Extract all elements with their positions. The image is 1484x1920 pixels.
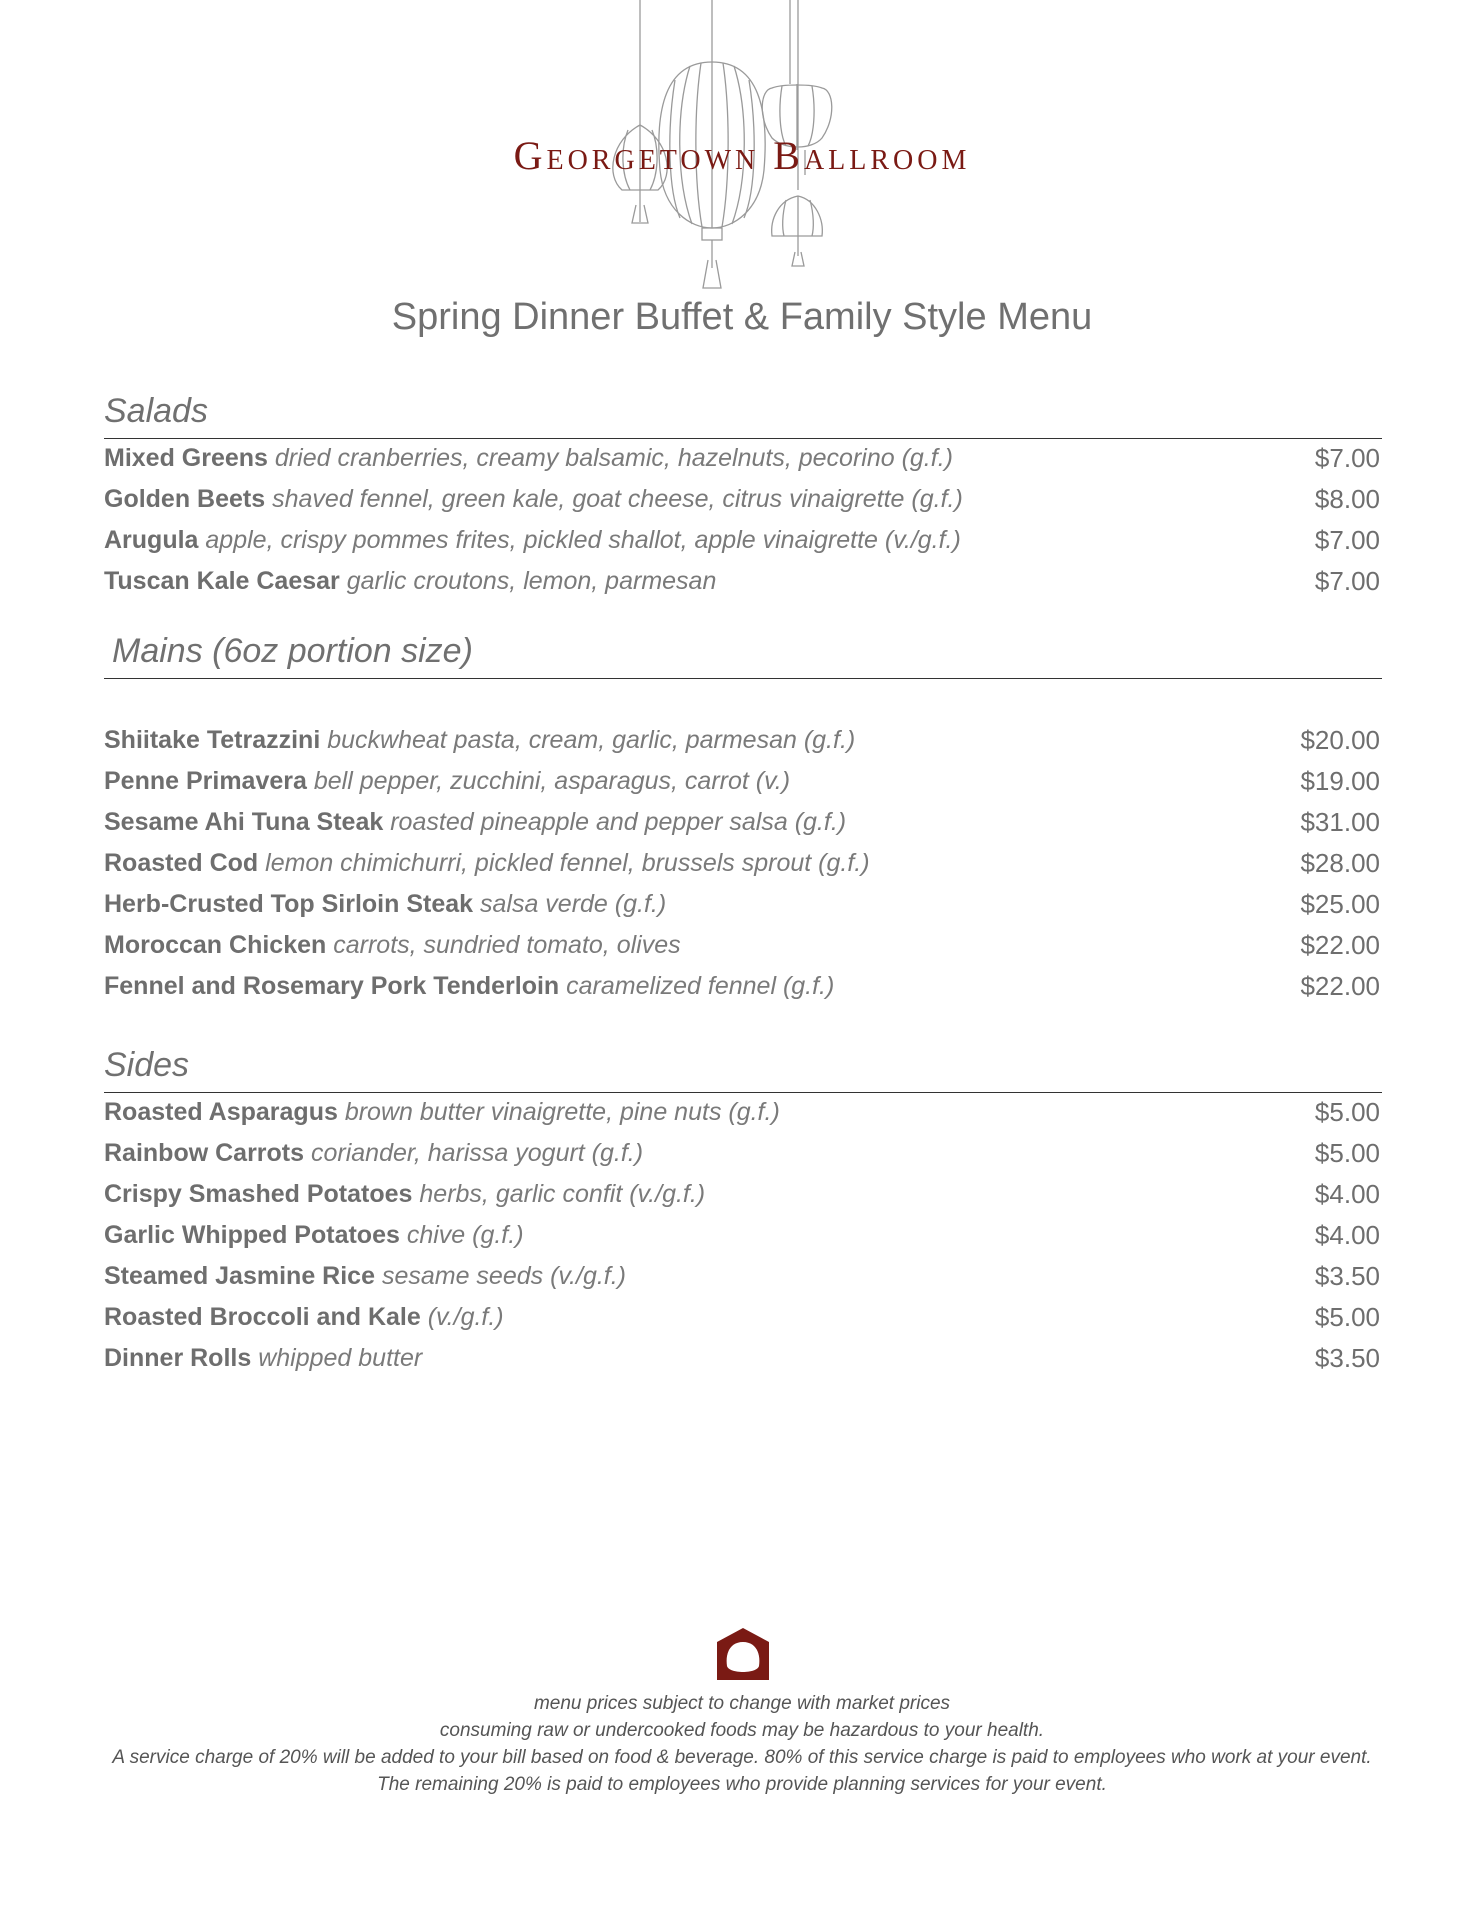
item-name: Roasted Cod	[104, 849, 259, 877]
item-description: bell pepper, zucchini, asparagus, carrot (v.)	[313, 767, 791, 795]
item-description: (v./g.f.)	[427, 1303, 504, 1331]
item-price: $7.00	[1314, 525, 1380, 555]
menu-item	[104, 440, 1380, 476]
item-price: $22.00	[1300, 971, 1380, 1001]
item-price: $22.00	[1300, 930, 1380, 960]
note-health-warning: consuming raw or undercooked foods may be hazardous to your health.	[439, 1720, 1045, 1741]
item-price: $4.00	[1314, 1220, 1380, 1250]
ballroom-arch-icon	[715, 1628, 771, 1680]
menu-item	[104, 1340, 1380, 1376]
section-heading-mains: Mains (6oz portion size)	[104, 632, 1382, 679]
page-title: Spring Dinner Buffet & Family Style Menu	[391, 296, 1093, 338]
item-price: $25.00	[1300, 889, 1380, 919]
menu-item	[104, 1217, 1380, 1253]
item-name: Mixed Greens	[104, 444, 268, 472]
item-price: $19.00	[1300, 766, 1380, 796]
section-heading-sides: Sides	[104, 1046, 1382, 1093]
footer-notes	[104, 1690, 1380, 1798]
item-name: Moroccan Chicken	[104, 931, 327, 959]
item-description: herbs, garlic confit (v./g.f.)	[419, 1180, 706, 1208]
item-price: $31.00	[1300, 807, 1380, 837]
item-name: Sesame Ahi Tuna Steak	[104, 808, 384, 836]
menu-item	[104, 522, 1380, 558]
item-name: Penne Primavera	[104, 767, 307, 795]
menu-item	[104, 1258, 1380, 1294]
item-name: Steamed Jasmine Rice	[104, 1262, 375, 1290]
item-name: Garlic Whipped Potatoes	[104, 1221, 400, 1249]
menu-item	[104, 804, 1380, 840]
section-heading-salads: Salads	[104, 392, 1382, 439]
item-name: Golden Beets	[104, 485, 266, 513]
menu-item	[104, 845, 1380, 881]
item-description: lemon chimichurri, pickled fennel, brussels sprout (g.f.)	[265, 849, 870, 877]
menu-item	[104, 1176, 1380, 1212]
item-price: $28.00	[1300, 848, 1380, 878]
item-name: Roasted Asparagus	[104, 1098, 338, 1126]
brand-wordmark: Georgetown Ballroom	[513, 133, 971, 178]
item-description: shaved fennel, green kale, goat cheese, citrus vinaigrette (g.f.)	[272, 485, 963, 513]
item-description: apple, crispy pommes frites, pickled shallot, apple vinaigrette (v./g.f.)	[205, 526, 961, 554]
item-description: dried cranberries, creamy balsamic, hazelnuts, pecorino (g.f.)	[274, 444, 953, 472]
item-description: carrots, sundried tomato, olives	[333, 931, 681, 959]
note-service-charge: A service charge of 20% will be added to your bill based on food & beverage. 80% of this service charge is paid to employees who work at your event. The remaining 20% is paid to employees who provide planning services for your event.	[112, 1747, 1372, 1795]
item-name: Herb-Crusted Top Sirloin Steak	[104, 890, 474, 918]
menu-item	[104, 1135, 1380, 1171]
item-name: Roasted Broccoli and Kale	[104, 1303, 421, 1331]
item-price: $5.00	[1314, 1302, 1380, 1332]
item-price: $20.00	[1300, 725, 1380, 755]
item-description: chive (g.f.)	[406, 1221, 524, 1249]
item-description: roasted pineapple and pepper salsa (g.f.)	[390, 808, 847, 836]
item-name: Crispy Smashed Potatoes	[104, 1180, 413, 1208]
item-price: $4.00	[1314, 1179, 1380, 1209]
item-price: $3.50	[1314, 1343, 1380, 1373]
item-description: coriander, harissa yogurt (g.f.)	[310, 1139, 644, 1167]
item-price: $3.50	[1314, 1261, 1380, 1291]
menu-item	[104, 763, 1380, 799]
item-description: whipped butter	[258, 1344, 423, 1372]
item-name: Shiitake Tetrazzini	[104, 726, 321, 754]
item-description: caramelized fennel (g.f.)	[566, 972, 835, 1000]
menu-item	[104, 968, 1380, 1004]
item-description: salsa verde (g.f.)	[479, 890, 667, 918]
item-name: Arugula	[104, 526, 199, 554]
item-price: $8.00	[1314, 484, 1380, 514]
menu-item	[104, 886, 1380, 922]
item-name: Tuscan Kale Caesar	[104, 567, 340, 595]
item-description: garlic croutons, lemon, parmesan	[346, 567, 717, 595]
item-description: buckwheat pasta, cream, garlic, parmesan (g.f.)	[327, 726, 856, 754]
item-description: sesame seeds (v./g.f.)	[381, 1262, 627, 1290]
menu-item	[104, 1299, 1380, 1335]
menu-item	[104, 722, 1380, 758]
menu-item	[104, 563, 1380, 599]
menu-item	[104, 481, 1380, 517]
item-description: brown butter vinaigrette, pine nuts (g.f.)	[344, 1098, 780, 1126]
item-price: $5.00	[1314, 1138, 1380, 1168]
note-market-prices: menu prices subject to change with market prices	[533, 1693, 951, 1714]
menu-item	[104, 927, 1380, 963]
menu-item	[104, 1094, 1380, 1130]
item-price: $5.00	[1314, 1097, 1380, 1127]
item-name: Fennel and Rosemary Pork Tenderloin	[104, 972, 560, 1000]
item-price: $7.00	[1314, 443, 1380, 473]
item-name: Rainbow Carrots	[104, 1139, 305, 1167]
item-name: Dinner Rolls	[104, 1344, 252, 1372]
item-price: $7.00	[1314, 566, 1380, 596]
